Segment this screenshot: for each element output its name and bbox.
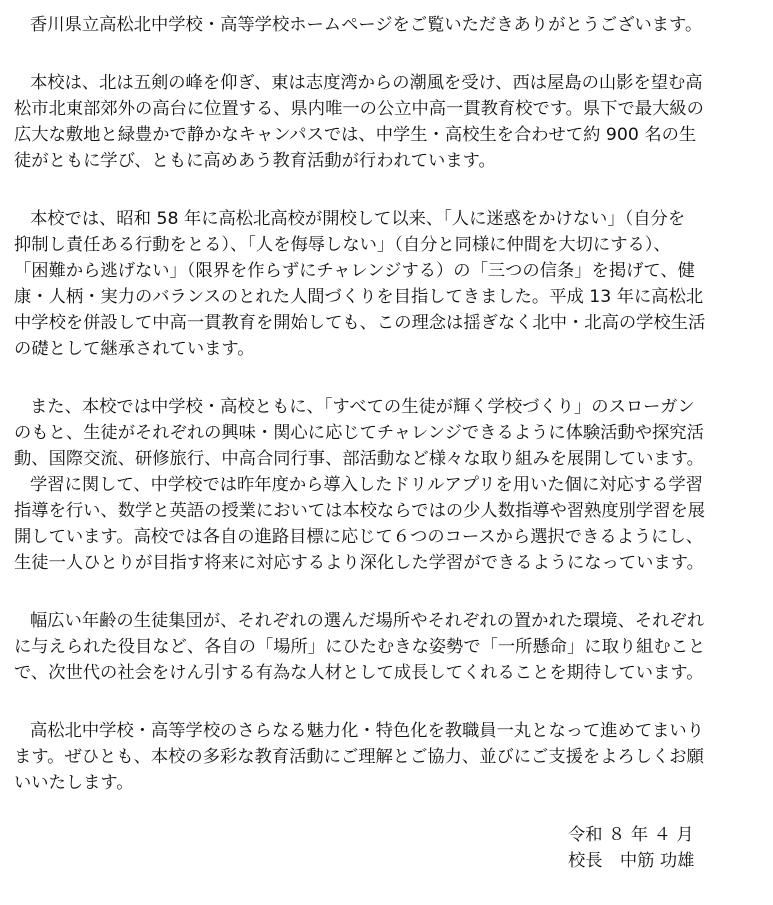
paragraph-line: 中学校を併設して中高一貫教育を開始しても、この理念は揺ぎなく北中・北高の学校生活 (14, 313, 706, 333)
paragraph-line: 「困難から逃げない」（限界を作らずにチャレンジする）の「三つの信条」を掲げて、健 (14, 261, 695, 281)
paragraph-line: 生徒一人ひとりが目指す将来に対応するより深化した学習ができるようになっています。 (14, 553, 704, 573)
paragraph-line: 松市北東部郊外の高台に位置する、県内唯一の公立中高一貫教育校です。県下で最大級の (14, 99, 704, 119)
paragraph-line: 動、国際交流、研修旅行、中高合同行事、部活動など様々な取り組みを展開しています。 (14, 449, 704, 469)
paragraph-line: 本校では、昭和 58 年に高松北高校が開校して以来、「人に迷惑をかけない」（自分を (30, 209, 686, 229)
paragraph-line: で、次世代の社会をけん引する有為な人材として成長してくれることを期待しています。 (14, 663, 704, 683)
paragraph-line: いいたします。 (14, 773, 134, 793)
paragraph-line: に与えられた役目など、各自の「場所」にひたむきな姿勢で「一所懸命」に取り組むこと (14, 637, 706, 657)
paragraph-line: 学習に関して、中学校では昨年度から導入したドリルアプリを用いた個に対応する学習 (30, 475, 703, 495)
paragraph-line: の礎として継承されています。 (14, 339, 255, 359)
signature-author: 校長 中筋 功雄 (568, 851, 695, 871)
paragraph-line: 徒がともに学び、ともに高めあう教育活動が行われています。 (14, 151, 496, 171)
signature-date: 令和 ８ 年 ４ 月 (568, 825, 694, 845)
paragraph-line: また、本校では中学校・高校ともに、「すべての生徒が輝く学校づくり」のスローガン (30, 397, 695, 417)
paragraph-line: のもと、生徒がそれぞれの興味・関心に応じてチャレンジできるように体験活動や探究活 (14, 423, 704, 443)
paragraph-line: 幅広い年齢の生徒集団が、それぞれの選んだ場所やそれぞれの置かれた環境、それぞれ (30, 611, 704, 631)
greeting-text: 香川県立高松北中学校・高等学校ホームページをご覧いただきありがとうございます。 (30, 15, 703, 35)
paragraph-line: 康・人柄・実力のバランスのとれた人間づくりを目指してきました。平成 13 年に高松北 (14, 287, 704, 307)
paragraph-line: ます。ぜひとも、本校の多彩な教育活動にご理解とご協力、並びにご支援をよろしくお願 (14, 747, 704, 767)
paragraph-line: 広大な敷地と緑豊かで静かなキャンパスでは、中学生・高校生を合わせて約 900 名の生 (14, 125, 697, 145)
paragraph-line: 開しています。高校では各自の進路目標に応じて６つのコースから選択できるようにし、 (14, 527, 704, 547)
paragraph-line: 本校は、北は五剣の峰を仰ぎ、東は志度湾からの潮風を受け、西は屋島の山影を望む高 (30, 73, 703, 93)
paragraph-line: 抑制し責任ある行動をとる）、「人を侮辱しない」（自分と同様に仲間を大切にする）、 (14, 235, 671, 255)
paragraph-line: 高松北中学校・高等学校のさらなる魅力化・特色化を教職員一丸となって進めてまいり (30, 721, 704, 741)
paragraph-line: 指導を行い、数学と英語の授業においては本校ならではの少人数指導や習熟度別学習を展 (14, 501, 706, 521)
